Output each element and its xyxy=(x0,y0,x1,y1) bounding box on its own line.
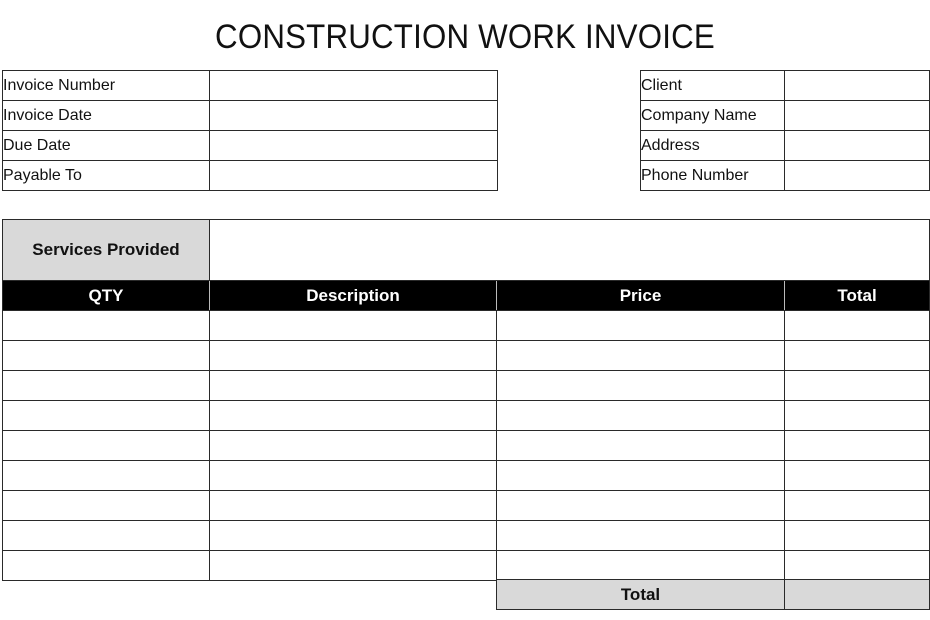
column-header-total: Total xyxy=(785,281,930,311)
price-cell[interactable] xyxy=(497,491,785,521)
column-header-description: Description xyxy=(210,281,497,311)
company-name-field[interactable] xyxy=(785,101,930,131)
invoice-date-label: Invoice Date xyxy=(3,101,210,131)
payable-to-row xyxy=(3,161,498,191)
client-info-table xyxy=(640,70,930,191)
column-header-price: Price xyxy=(497,281,785,311)
phone-number-row xyxy=(641,161,930,191)
line-total-cell[interactable] xyxy=(785,491,930,521)
line-total-cell[interactable] xyxy=(785,401,930,431)
invoice-number-field[interactable] xyxy=(210,71,498,101)
line-total-cell[interactable] xyxy=(785,461,930,491)
price-cell[interactable] xyxy=(497,341,785,371)
description-cell[interactable] xyxy=(210,431,497,461)
qty-cell[interactable] xyxy=(3,401,210,431)
line-total-cell[interactable] xyxy=(785,311,930,341)
price-cell[interactable] xyxy=(497,371,785,401)
price-cell[interactable] xyxy=(497,521,785,551)
price-cell[interactable] xyxy=(497,431,785,461)
invoice-number-row xyxy=(3,71,498,101)
address-field[interactable] xyxy=(785,131,930,161)
line-total-cell[interactable] xyxy=(785,341,930,371)
invoice-date-row xyxy=(3,101,498,131)
services-header-row xyxy=(3,281,930,311)
table-row xyxy=(3,521,930,551)
services-provided-label: Services Provided xyxy=(3,220,210,281)
grand-total-table xyxy=(496,579,930,610)
client-row xyxy=(641,71,930,101)
table-row xyxy=(3,341,930,371)
qty-cell[interactable] xyxy=(3,311,210,341)
qty-cell[interactable] xyxy=(3,521,210,551)
phone-number-label: Phone Number xyxy=(641,161,785,191)
price-cell[interactable] xyxy=(497,311,785,341)
description-cell[interactable] xyxy=(210,521,497,551)
table-row xyxy=(3,461,930,491)
invoice-number-label: Invoice Number xyxy=(3,71,210,101)
client-field[interactable] xyxy=(785,71,930,101)
description-cell[interactable] xyxy=(210,461,497,491)
qty-cell[interactable] xyxy=(3,431,210,461)
client-label: Client xyxy=(641,71,785,101)
invoice-info-table xyxy=(2,70,498,191)
services-table xyxy=(2,219,930,581)
description-cell[interactable] xyxy=(210,491,497,521)
due-date-field[interactable] xyxy=(210,131,498,161)
column-header-qty: QTY xyxy=(3,281,210,311)
qty-cell[interactable] xyxy=(3,341,210,371)
table-row xyxy=(3,401,930,431)
line-total-cell[interactable] xyxy=(785,431,930,461)
company-name-row xyxy=(641,101,930,131)
table-row xyxy=(3,371,930,401)
due-date-label: Due Date xyxy=(3,131,210,161)
invoice-date-field[interactable] xyxy=(210,101,498,131)
payable-to-field[interactable] xyxy=(210,161,498,191)
grand-total-label: Total xyxy=(497,580,785,610)
services-provided-row xyxy=(3,220,930,281)
company-name-label: Company Name xyxy=(641,101,785,131)
description-cell[interactable] xyxy=(210,341,497,371)
description-cell[interactable] xyxy=(210,311,497,341)
price-cell[interactable] xyxy=(497,401,785,431)
qty-cell[interactable] xyxy=(3,491,210,521)
qty-cell[interactable] xyxy=(3,551,210,581)
description-cell[interactable] xyxy=(210,551,497,581)
grand-total-value[interactable] xyxy=(785,580,930,610)
description-cell[interactable] xyxy=(210,371,497,401)
table-row xyxy=(3,551,930,581)
payable-to-label: Payable To xyxy=(3,161,210,191)
description-cell[interactable] xyxy=(210,401,497,431)
line-total-cell[interactable] xyxy=(785,551,930,581)
line-total-cell[interactable] xyxy=(785,371,930,401)
due-date-row xyxy=(3,131,498,161)
invoice-title: CONSTRUCTION WORK INVOICE xyxy=(215,18,715,56)
line-total-cell[interactable] xyxy=(785,521,930,551)
phone-number-field[interactable] xyxy=(785,161,930,191)
table-row xyxy=(3,311,930,341)
grand-total-row xyxy=(497,580,930,610)
price-cell[interactable] xyxy=(497,461,785,491)
address-row xyxy=(641,131,930,161)
price-cell[interactable] xyxy=(497,551,785,581)
qty-cell[interactable] xyxy=(3,371,210,401)
table-row xyxy=(3,491,930,521)
services-provided-field[interactable] xyxy=(210,220,930,281)
table-row xyxy=(3,431,930,461)
address-label: Address xyxy=(641,131,785,161)
qty-cell[interactable] xyxy=(3,461,210,491)
